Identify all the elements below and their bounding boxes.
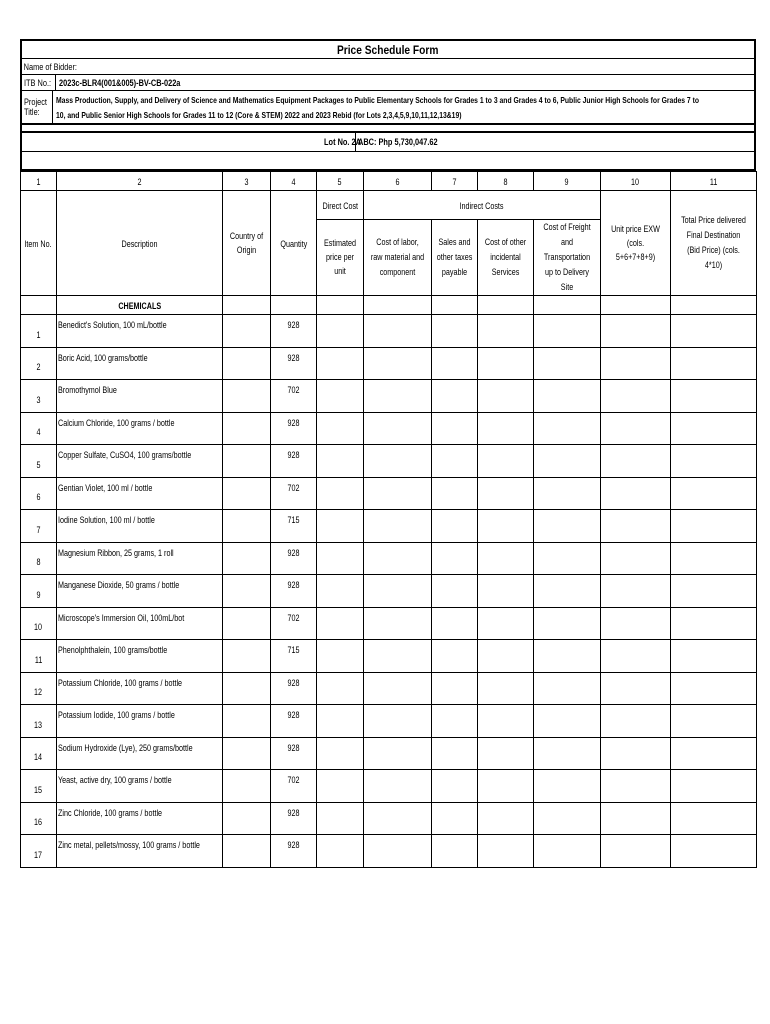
lot-row xyxy=(22,133,754,152)
item-number: 5 xyxy=(21,445,57,478)
price-cell xyxy=(534,640,601,673)
price-cell xyxy=(364,315,432,348)
item-quantity: 702 xyxy=(271,770,317,803)
column-number: 4 xyxy=(271,172,317,191)
price-cell xyxy=(364,510,432,543)
table-row xyxy=(21,802,757,835)
item-number: 14 xyxy=(21,737,57,770)
price-cell xyxy=(601,640,671,673)
table-row xyxy=(21,445,757,478)
item-description: Yeast, active dry, 100 grams / bottle xyxy=(57,770,223,803)
column-number: 9 xyxy=(534,172,601,191)
price-cell xyxy=(671,835,757,868)
table-row xyxy=(21,672,757,705)
abc-label: ABC: Php 5,730,047.62 xyxy=(358,137,439,147)
price-cell xyxy=(317,705,364,738)
price-cell xyxy=(601,445,671,478)
item-number: 8 xyxy=(21,542,57,575)
item-description: Manganese Dioxide, 50 grams / bottle xyxy=(57,575,223,608)
price-cell xyxy=(534,347,601,380)
country-of-origin-cell xyxy=(223,380,271,413)
item-description: Copper Sulfate, CuSO4, 100 grams/bottle xyxy=(57,445,223,478)
item-number: 10 xyxy=(21,607,57,640)
price-cell xyxy=(432,575,478,608)
price-cell xyxy=(671,575,757,608)
price-cell xyxy=(432,542,478,575)
price-cell xyxy=(478,315,534,348)
country-of-origin-cell xyxy=(223,672,271,705)
price-cell xyxy=(364,640,432,673)
price-cell xyxy=(364,607,432,640)
table-row xyxy=(21,575,757,608)
price-cell xyxy=(601,347,671,380)
column-number: 6 xyxy=(364,172,432,191)
price-cell xyxy=(601,510,671,543)
price-cell xyxy=(432,705,478,738)
item-number: 11 xyxy=(21,640,57,673)
price-cell xyxy=(317,315,364,348)
price-cell xyxy=(601,802,671,835)
header-direct-cost: Direct Cost xyxy=(317,191,364,220)
price-cell xyxy=(671,542,757,575)
item-description: Magnesium Ribbon, 25 grams, 1 roll xyxy=(57,542,223,575)
table-row xyxy=(21,835,757,868)
price-cell xyxy=(317,412,364,445)
country-of-origin-cell xyxy=(223,542,271,575)
price-cell xyxy=(317,640,364,673)
price-cell xyxy=(432,835,478,868)
item-quantity: 928 xyxy=(271,705,317,738)
price-cell xyxy=(364,347,432,380)
price-cell xyxy=(478,575,534,608)
price-cell xyxy=(432,510,478,543)
price-cell xyxy=(534,445,601,478)
price-cell xyxy=(671,640,757,673)
item-description: Benedict's Solution, 100 mL/bottle xyxy=(57,315,223,348)
item-quantity: 928 xyxy=(271,737,317,770)
price-cell xyxy=(432,347,478,380)
item-number: 2 xyxy=(21,347,57,380)
price-cell xyxy=(601,770,671,803)
price-cell xyxy=(534,477,601,510)
price-schedule-form xyxy=(20,39,756,868)
price-cell xyxy=(478,607,534,640)
price-cell xyxy=(534,737,601,770)
price-cell xyxy=(671,510,757,543)
price-cell xyxy=(601,315,671,348)
country-of-origin-cell xyxy=(223,575,271,608)
column-number: 5 xyxy=(317,172,364,191)
item-quantity: 928 xyxy=(271,542,317,575)
price-cell xyxy=(534,510,601,543)
price-cell xyxy=(432,315,478,348)
price-cell xyxy=(364,477,432,510)
header-item-no: Item No. xyxy=(21,191,57,296)
item-quantity: 702 xyxy=(271,477,317,510)
form-header xyxy=(20,39,756,171)
header-cost-incidental: Cost of other incidental Services xyxy=(478,220,534,296)
price-cell xyxy=(317,542,364,575)
item-quantity: 715 xyxy=(271,510,317,543)
item-number: 7 xyxy=(21,510,57,543)
header-cost-freight: Cost of Freight and Transportation up to Delivery Site xyxy=(534,220,601,296)
item-description: Boric Acid, 100 grams/bottle xyxy=(57,347,223,380)
item-number: 4 xyxy=(21,412,57,445)
category-label: CHEMICALS xyxy=(118,301,161,311)
bidder-row xyxy=(22,59,754,75)
price-cell xyxy=(317,835,364,868)
item-number: 13 xyxy=(21,705,57,738)
country-of-origin-cell xyxy=(223,835,271,868)
price-cell xyxy=(364,542,432,575)
country-of-origin-cell xyxy=(223,802,271,835)
price-cell xyxy=(478,542,534,575)
price-cell xyxy=(432,737,478,770)
column-number: 7 xyxy=(432,172,478,191)
bidder-label: Name of Bidder: xyxy=(23,61,77,72)
price-cell xyxy=(478,705,534,738)
price-cell xyxy=(364,672,432,705)
column-number: 10 xyxy=(601,172,671,191)
header-country: Country of Origin xyxy=(223,191,271,296)
price-cell xyxy=(478,802,534,835)
project-label-2: Title: xyxy=(24,107,40,117)
itb-row xyxy=(22,75,754,91)
price-cell xyxy=(478,380,534,413)
price-cell xyxy=(671,380,757,413)
price-cell xyxy=(671,315,757,348)
table-row xyxy=(21,510,757,543)
item-description: Gentian Violet, 100 ml / bottle xyxy=(57,477,223,510)
itb-label: ITB No.: xyxy=(24,77,52,88)
price-cell xyxy=(364,737,432,770)
country-of-origin-cell xyxy=(223,770,271,803)
table-row xyxy=(21,315,757,348)
price-cell xyxy=(671,607,757,640)
item-quantity: 928 xyxy=(271,315,317,348)
category-row xyxy=(21,296,757,315)
item-quantity: 928 xyxy=(271,802,317,835)
header-indirect-costs: Indirect Costs xyxy=(364,191,601,220)
header-quantity: Quantity xyxy=(271,191,317,296)
item-quantity: 702 xyxy=(271,607,317,640)
table-row xyxy=(21,770,757,803)
price-cell xyxy=(601,672,671,705)
price-cell xyxy=(317,445,364,478)
price-cell xyxy=(432,477,478,510)
price-cell xyxy=(534,412,601,445)
header-estimated-price: Estimated price per unit xyxy=(317,220,364,296)
item-quantity: 928 xyxy=(271,835,317,868)
price-cell xyxy=(534,770,601,803)
price-cell xyxy=(671,412,757,445)
table-row xyxy=(21,477,757,510)
country-of-origin-cell xyxy=(223,412,271,445)
item-description: Potassium Chloride, 100 grams / bottle xyxy=(57,672,223,705)
column-number: 2 xyxy=(57,172,223,191)
lot-label: Lot No. 2A xyxy=(324,137,362,147)
header-total-price: Total Price delivered Final Destination (Bid Price) (cols. 4*10) xyxy=(671,191,757,296)
project-title-line-1: Mass Production, Supply, and Delivery of Science and Mathematics Equipment Packages to Public Elementary Schools for Grades 1 to 3 and Grades 4 to 6, Public Junior High Schools for Grades 7 to xyxy=(56,94,700,105)
item-number: 12 xyxy=(21,672,57,705)
price-cell xyxy=(671,737,757,770)
country-of-origin-cell xyxy=(223,705,271,738)
price-cell xyxy=(317,510,364,543)
price-cell xyxy=(478,347,534,380)
country-of-origin-cell xyxy=(223,477,271,510)
price-cell xyxy=(478,737,534,770)
item-number: 9 xyxy=(21,575,57,608)
table-row xyxy=(21,640,757,673)
price-cell xyxy=(601,705,671,738)
price-cell xyxy=(671,445,757,478)
item-quantity: 928 xyxy=(271,445,317,478)
item-description: Calcium Chloride, 100 grams / bottle xyxy=(57,412,223,445)
price-cell xyxy=(671,477,757,510)
column-number: 1 xyxy=(21,172,57,191)
price-cell xyxy=(534,575,601,608)
price-cell xyxy=(432,640,478,673)
item-number: 6 xyxy=(21,477,57,510)
price-cell xyxy=(478,510,534,543)
price-cell xyxy=(317,347,364,380)
itb-value: 2023c-BLR4(001&005)-BV-CB-022a xyxy=(59,77,181,88)
price-cell xyxy=(478,835,534,868)
item-number: 3 xyxy=(21,380,57,413)
column-number: 8 xyxy=(478,172,534,191)
column-number: 11 xyxy=(671,172,757,191)
item-description: Zinc Chloride, 100 grams / bottle xyxy=(57,802,223,835)
price-cell xyxy=(671,770,757,803)
price-cell xyxy=(534,835,601,868)
project-title-line-2: 10, and Public Senior High Schools for Grades 11 to 12 (Core & STEM) 2022 and 2023 Rebid (for Lots 2,3,4,5,9,10,11,12,13&19) xyxy=(56,109,462,120)
item-description: Zinc metal, pellets/mossy, 100 grams / bottle xyxy=(57,835,223,868)
country-of-origin-cell xyxy=(223,315,271,348)
price-cell xyxy=(478,672,534,705)
item-description: Sodium Hydroxide (Lye), 250 grams/bottle xyxy=(57,737,223,770)
table-row xyxy=(21,607,757,640)
price-cell xyxy=(601,412,671,445)
title-row xyxy=(22,41,754,59)
price-cell xyxy=(317,575,364,608)
item-quantity: 928 xyxy=(271,575,317,608)
price-cell xyxy=(534,315,601,348)
price-cell xyxy=(432,445,478,478)
price-cell xyxy=(601,737,671,770)
table-row xyxy=(21,705,757,738)
table-row xyxy=(21,737,757,770)
price-cell xyxy=(317,737,364,770)
price-cell xyxy=(478,412,534,445)
price-cell xyxy=(317,477,364,510)
price-cell xyxy=(432,802,478,835)
country-of-origin-cell xyxy=(223,640,271,673)
price-cell xyxy=(317,802,364,835)
price-cell xyxy=(478,640,534,673)
price-cell xyxy=(534,607,601,640)
table-row xyxy=(21,347,757,380)
price-cell xyxy=(534,380,601,413)
item-quantity: 928 xyxy=(271,347,317,380)
item-number: 17 xyxy=(21,835,57,868)
item-description: Potassium Iodide, 100 grams / bottle xyxy=(57,705,223,738)
price-cell xyxy=(364,835,432,868)
price-cell xyxy=(478,445,534,478)
price-cell xyxy=(364,445,432,478)
price-cell xyxy=(601,542,671,575)
item-description: Phenolphthalein, 100 grams/bottle xyxy=(57,640,223,673)
price-cell xyxy=(364,770,432,803)
header-unit-price: Unit price EXW (cols. 5+6+7+8+9) xyxy=(601,191,671,296)
price-cell xyxy=(432,770,478,803)
item-quantity: 715 xyxy=(271,640,317,673)
item-quantity: 702 xyxy=(271,380,317,413)
table-row xyxy=(21,412,757,445)
country-of-origin-cell xyxy=(223,510,271,543)
price-cell xyxy=(478,770,534,803)
price-cell xyxy=(317,380,364,413)
price-cell xyxy=(534,542,601,575)
item-description: Microscope's Immersion Oil, 100mL/bot xyxy=(57,607,223,640)
price-cell xyxy=(432,412,478,445)
price-cell xyxy=(364,705,432,738)
item-quantity: 928 xyxy=(271,412,317,445)
price-cell xyxy=(364,802,432,835)
header-sales-taxes: Sales and other taxes payable xyxy=(432,220,478,296)
table-row xyxy=(21,542,757,575)
price-cell xyxy=(432,672,478,705)
price-cell xyxy=(317,672,364,705)
project-label-1: Project xyxy=(24,97,47,107)
price-cell xyxy=(601,477,671,510)
price-cell xyxy=(534,802,601,835)
price-cell xyxy=(364,380,432,413)
price-cell xyxy=(317,770,364,803)
price-cell xyxy=(534,672,601,705)
header-cost-labor: Cost of labor, raw material and component xyxy=(364,220,432,296)
price-cell xyxy=(601,380,671,413)
column-number-row xyxy=(21,172,757,191)
project-row xyxy=(22,91,754,125)
price-cell xyxy=(364,575,432,608)
item-number: 15 xyxy=(21,770,57,803)
price-cell xyxy=(432,607,478,640)
table-row xyxy=(21,380,757,413)
country-of-origin-cell xyxy=(223,737,271,770)
country-of-origin-cell xyxy=(223,445,271,478)
price-cell xyxy=(601,835,671,868)
item-description: Iodine Solution, 100 ml / bottle xyxy=(57,510,223,543)
header-description: Description xyxy=(57,191,223,296)
price-cell xyxy=(478,477,534,510)
price-cell xyxy=(364,412,432,445)
country-of-origin-cell xyxy=(223,347,271,380)
price-cell xyxy=(671,705,757,738)
item-description: Bromothymol Blue xyxy=(57,380,223,413)
column-number: 3 xyxy=(223,172,271,191)
item-quantity: 928 xyxy=(271,672,317,705)
price-cell xyxy=(601,575,671,608)
price-cell xyxy=(601,607,671,640)
price-cell xyxy=(534,705,601,738)
item-number: 16 xyxy=(21,802,57,835)
price-cell xyxy=(671,347,757,380)
country-of-origin-cell xyxy=(223,607,271,640)
item-number: 1 xyxy=(21,315,57,348)
price-cell xyxy=(317,607,364,640)
price-table xyxy=(20,171,757,868)
price-cell xyxy=(432,380,478,413)
price-cell xyxy=(671,802,757,835)
price-cell xyxy=(671,672,757,705)
form-title: Price Schedule Form xyxy=(337,42,439,57)
